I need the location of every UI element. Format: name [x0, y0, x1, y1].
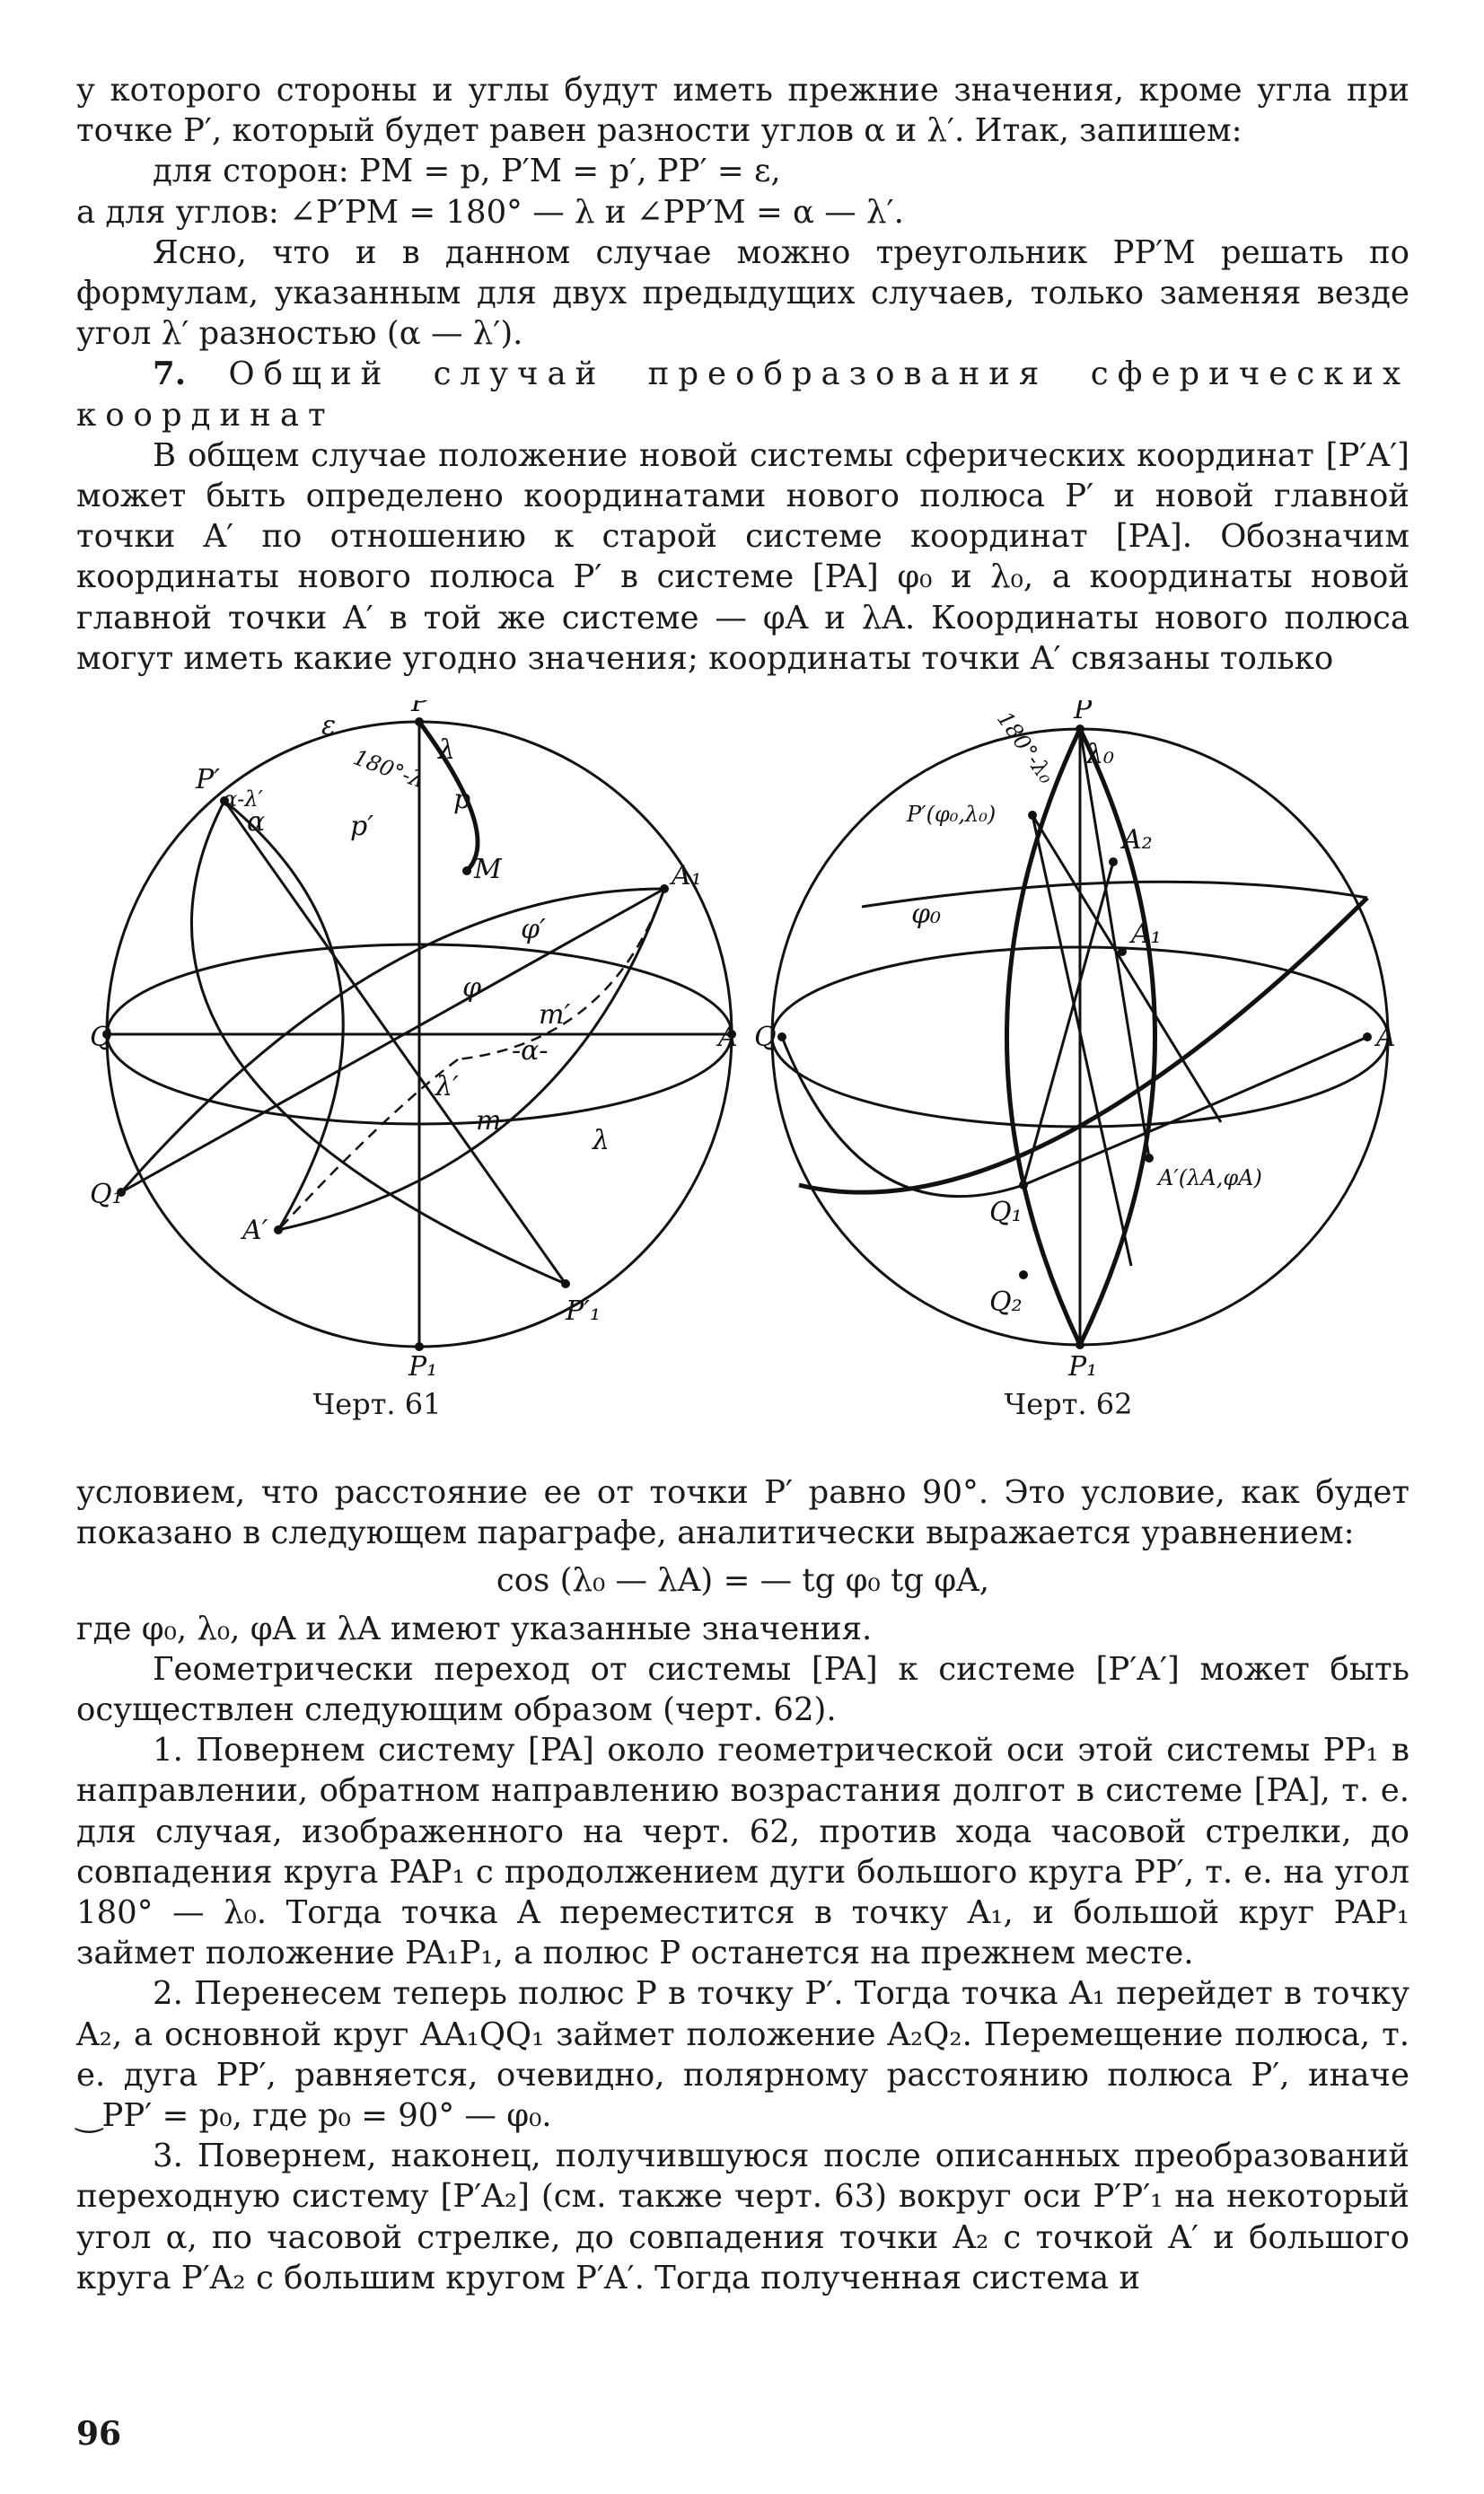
- figure-61: [90, 700, 754, 1383]
- label-P: P: [411, 700, 430, 718]
- label-Q2: Q₂: [989, 1287, 1023, 1318]
- label-A2: A₂: [1122, 824, 1153, 856]
- figure-62-drawing: [754, 700, 1401, 1383]
- label-Pprime-coord: P′(φ₀,λ₀): [907, 802, 997, 827]
- q1-a1-line: [121, 889, 664, 1192]
- label-lambdaprime: λ′: [435, 1071, 459, 1102]
- label-lambda0: λ₀: [1086, 739, 1115, 770]
- label-phi: φ: [462, 972, 482, 1004]
- section-title: Общий случай преобразования сферических координат: [76, 356, 1409, 434]
- label-Q1: Q₁: [989, 1197, 1023, 1228]
- label-alpha: α: [247, 806, 266, 838]
- figure-61-caption: Черт. 61: [312, 1387, 442, 1421]
- label-P1: P₁: [408, 1351, 438, 1383]
- label-phiprime: φ′: [521, 914, 546, 945]
- figure-62-caption: Черт. 62: [1004, 1387, 1133, 1421]
- figure-61-drawing: [90, 700, 754, 1383]
- label-eps: ε: [321, 710, 337, 742]
- paragraph-angles: а для углов: ∠P′PM = 180° — λ и ∠PP′M = α — λ′.: [76, 193, 904, 231]
- label-mprime: m′: [539, 999, 571, 1031]
- paragraph: у которого стороны и углы будут иметь прежние значения, кроме угла при точке P′, который будет равен разности углов α и λ′. Итак, запишем:: [76, 72, 1409, 150]
- label-A1: A₁: [672, 860, 702, 891]
- label-P1prime: P′₁: [566, 1295, 602, 1327]
- label-A: A: [1376, 1022, 1396, 1053]
- label-Q: Q: [754, 1022, 777, 1053]
- label-180-lambda: 180°-λ: [349, 744, 427, 794]
- label-P: P: [1074, 700, 1093, 725]
- paragraph-sides: для сторон: PM = p, P′M = p′, PP′ = ε,: [153, 153, 781, 190]
- label-Pprime: P′: [196, 764, 220, 795]
- label-lambda-top: λ: [438, 734, 456, 766]
- meridian-bold: [1007, 729, 1081, 1345]
- label-p: p: [453, 784, 471, 815]
- label-A1: A₁: [1131, 918, 1162, 950]
- great-circle-q1: [782, 1037, 1367, 1197]
- section-number: 7.: [153, 356, 187, 393]
- label-Q1: Q₁: [90, 1179, 123, 1210]
- paragraph-step-2: 2. Перенесем теперь полюс P в точку P′. Тогда точка A₁ перейдет в точку A₂, а основной круг AA₁QQ₁ займет положение A₂Q₂. Перемещение полюса, т. е. дуга PP′, равняется, очевидно, полярному расстоянию полюса P′, иначе ‿PP′ = p₀, где p₀ = 90° — φ₀.: [76, 1975, 1409, 2135]
- meridian-arc-2: [224, 801, 343, 1230]
- page-number: 96: [76, 2415, 122, 2453]
- label-lambda: λ: [593, 1125, 610, 1156]
- line-a2-q1: [1023, 862, 1113, 1185]
- paragraph-step-1: 1. Повернем систему [PA] около геометрической оси этой системы PP₁ в направлении, обратном направлению возрастания долгот в системе [PA], т. е. для случая, изображенного на черт. 62, против хода часовой стрелки, до совпадения круга PAP₁ с продолжением дуги большого круга PP′, т. е. на угол 180° — λ₀. Тогда точка A переместится в точку A₁, и большой круг PAP₁ займет положение PA₁P₁, а полюс P останется на прежнем месте.: [76, 1732, 1409, 1972]
- label-A: A: [718, 1022, 738, 1053]
- label-Aprime: A′: [242, 1215, 268, 1246]
- label-Aprime-coord: A′(λA,φA): [1158, 1165, 1262, 1190]
- meridian-arc: [191, 801, 566, 1284]
- paragraph: В общем случае положение новой системы сферических координат [P′A′] может быть определено координатами нового полюса P′ и новой главной точки A′ по отношению к старой системе координат [PA]. Обозначим координаты нового полюса P′ в системе [PA] φ₀ и λ₀, а координаты новой главной точки A′ в той же системе — φA и λA. Координаты нового полюса могут иметь какие угодно значения; координаты точки A′ связаны только: [76, 436, 1409, 677]
- figure-62: [754, 700, 1401, 1383]
- label-m: m: [476, 1105, 502, 1137]
- line-pprime-a: [1032, 815, 1221, 1122]
- bottom-text-block: [76, 1472, 1409, 2298]
- paragraph: где φ₀, λ₀, φA и λA имеют указанные значения.: [76, 1610, 873, 1647]
- label-M: M: [474, 854, 502, 885]
- label-pprime: p′: [350, 811, 374, 842]
- label-alpha-dash: -α-: [512, 1035, 549, 1067]
- paragraph-step-3: 3. Повернем, наконец, получившуюся после описанных преобразований переходную систему [P′A₂] (см. также черт. 63) вокруг оси P′P′₁ на некоторый угол α, по часовой стрелке, до совпадения точки A₂ с точкой A′ и большого круга P′A₂ с большим кругом P′A′. Тогда полученная система и: [76, 2138, 1409, 2296]
- meridian-bold-2: [1080, 729, 1155, 1345]
- great-circle-arc-2: [278, 889, 664, 1230]
- section-heading: [76, 354, 1409, 435]
- paragraph: Геометрически переход от системы [PA] к системе [P′A′] может быть осуществлен следующим образом (черт. 62).: [76, 1650, 1409, 1729]
- top-text-block: [76, 70, 1409, 679]
- label-Q: Q: [90, 1022, 112, 1053]
- paragraph: Ясно, что и в данном случае можно треугольник PP′M решать по формулам, указанным для двух предыдущих случаев, только заменяя везде угол λ′ разностью (α — λ′).: [76, 233, 1409, 353]
- formula: cos (λ₀ — λA) = — tg φ₀ tg φA,: [496, 1562, 990, 1600]
- paragraph: условием, что расстояние ее от точки P′ равно 90°. Это условие, как будет показано в следующем параграфе, аналитически выражается уравнением:: [76, 1474, 1409, 1552]
- label-180-lambda0: 180°-λ₀: [992, 707, 1060, 788]
- label-phi0: φ₀: [911, 899, 942, 930]
- label-P1: P₁: [1068, 1351, 1098, 1383]
- label-alpha-lambda: α-λ′: [223, 786, 263, 812]
